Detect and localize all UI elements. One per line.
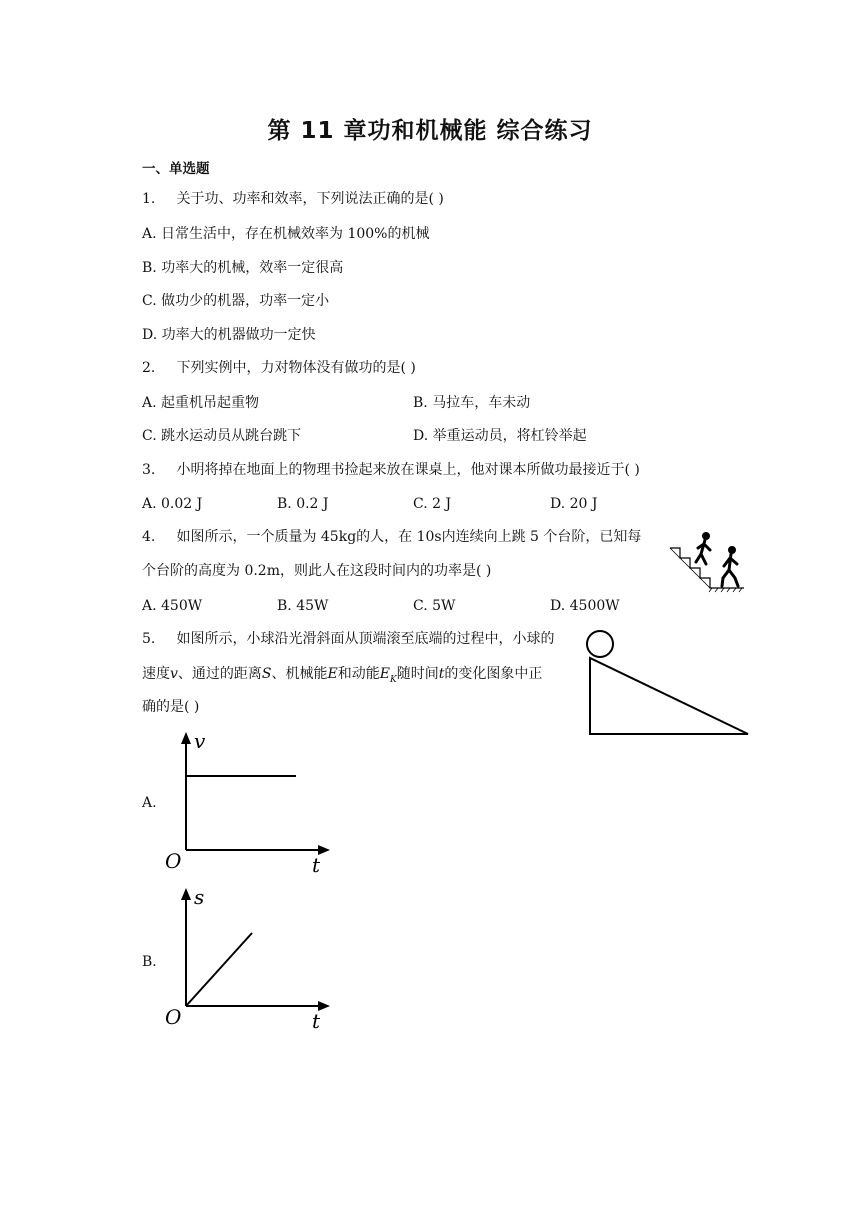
question-4-line-2: 个台阶的高度为 0.2m，则此人在这段时间内的功率是( ) — [142, 563, 492, 579]
incline-ball-figure — [584, 628, 754, 740]
question-stem: 关于功、功率和效率，下列说法正确的是( ) — [176, 191, 444, 207]
section-heading: 一、单选题 — [142, 161, 210, 177]
option-d: D. 功率大的机器做功一定快 — [142, 327, 316, 343]
question-number: 2. — [142, 360, 156, 376]
option-b: B. 功率大的机械，效率一定很高 — [142, 260, 344, 276]
graph-a-origin: O — [165, 849, 182, 873]
question-number: 3. — [142, 462, 156, 478]
graph-b-origin: O — [165, 1005, 182, 1029]
question-stem: 如图所示，小球沿光滑斜面从顶端滚至底端的过程中，小球的 — [176, 631, 555, 647]
question-2 — [142, 358, 416, 378]
graph-a-x-label: t — [312, 853, 321, 877]
graph-b-y-label: s — [194, 886, 205, 909]
question-number: 5. — [142, 631, 156, 647]
page-title: 第 11 章功和机械能 综合练习 — [267, 118, 593, 144]
option-b: B. 45W — [277, 598, 329, 614]
option-a: A. 450W — [142, 598, 203, 614]
question-3 — [142, 460, 640, 480]
option-a: A. 起重机吊起重物 — [142, 395, 260, 411]
question-number: 4. — [142, 529, 156, 545]
option-a: A. 0.02 J — [142, 496, 203, 512]
question-stem: 下列实例中，力对物体没有做功的是( ) — [176, 360, 416, 376]
option-c: C. 做功少的机器，功率一定小 — [142, 293, 330, 309]
graph-a-velocity-time — [162, 730, 342, 878]
option-b: B. 0.2 J — [277, 496, 329, 512]
graph-b-x-label: t — [312, 1009, 321, 1033]
question-stem: 如图所示，一个质量为 45kg的人，在 10s内连续向上跳 5 个台阶，已知每 — [176, 529, 642, 545]
question-5 — [142, 629, 554, 649]
option-d: D. 4500W — [550, 598, 620, 614]
graph-b-distance-time — [162, 886, 342, 1034]
question-5-line-3: 确的是( ) — [142, 699, 200, 715]
graph-option-a-label: A. — [142, 795, 157, 811]
option-c: C. 跳水运动员从跳台跳下 — [142, 428, 302, 444]
option-c: C. 5W — [413, 598, 456, 614]
graph-a-y-label: v — [194, 730, 206, 753]
option-c: C. 2 J — [413, 496, 452, 512]
question-5-line-2: 速度v、通过的距离S、机械能E和动能$E_K$随时间t的变化图象中正 — [142, 666, 543, 685]
option-d: D. 20 J — [550, 496, 598, 512]
stairs-jumper-figure — [668, 528, 748, 594]
question-4 — [142, 527, 641, 547]
graph-option-b-label: B. — [142, 954, 157, 970]
question-number: 1. — [142, 191, 156, 207]
question-1 — [142, 189, 444, 209]
question-stem: 小明将掉在地面上的物理书捡起来放在课桌上，他对课本所做功最接近于( ) — [176, 462, 640, 478]
option-d: D. 举重运动员，将杠铃举起 — [413, 428, 587, 444]
option-b: B. 马拉车，车未动 — [413, 395, 531, 411]
option-a: A. 日常生活中，存在机械效率为 100%的机械 — [142, 226, 430, 242]
